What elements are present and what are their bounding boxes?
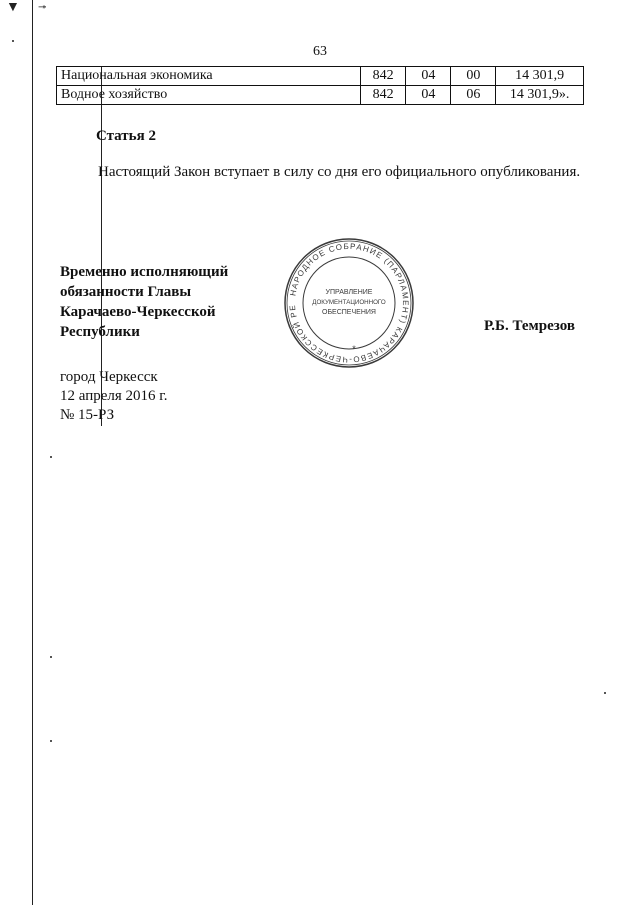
- article-text: Настоящий Закон вступает в силу со дня его официального опубликования.: [98, 164, 581, 180]
- table-row: [57, 86, 584, 105]
- table-cell-subsection: 06: [451, 86, 496, 105]
- signer-title-line: Республики: [60, 324, 140, 340]
- margin-dot: [50, 740, 52, 742]
- signer-title-line: Временно исполняющий: [60, 264, 229, 280]
- table-cell-section: 04: [406, 67, 451, 86]
- stamp-inner-line: УПРАВЛЕНИЕ: [325, 289, 373, 296]
- signer-title-line: Карачаево-Черкесской: [60, 304, 216, 320]
- table-cell-section: 04: [406, 86, 451, 105]
- scan-left-edge-line: [32, 0, 33, 905]
- stamp-inner-line: ОБЕСПЕЧЕНИЯ: [322, 309, 376, 316]
- margin-dot: [50, 656, 52, 658]
- official-stamp: [282, 236, 416, 370]
- table-cell-subsection: 00: [451, 67, 496, 86]
- stamp-outer-text: НАРОДНОЕ СОБРАНИЕ (ПАРЛАМЕНТ) КАРАЧАЕВО-ЧЕРКЕССКОЙ РЕ: [287, 241, 411, 365]
- corner-mark: ▼: [6, 0, 20, 15]
- stamp-star-icon: *: [352, 344, 356, 354]
- table-cell-code: 842: [360, 67, 406, 86]
- table-row: [57, 67, 584, 86]
- margin-dot: [604, 692, 606, 694]
- stamp-seal-icon: [282, 236, 416, 370]
- signer-title: [60, 262, 280, 342]
- table-cell-name: Национальная экономика: [57, 67, 361, 86]
- margin-dot: [12, 40, 14, 42]
- table-cell-name: Водное хозяйство: [57, 86, 361, 105]
- table-cell-amount: 14 301,9».: [496, 86, 584, 105]
- signer-name: Р.Б. Темрезов: [484, 318, 575, 334]
- place-date-block: [60, 368, 168, 425]
- table-cell-code: 842: [360, 86, 406, 105]
- budget-table: [56, 66, 584, 105]
- corner-tick-mark: ↠: [38, 2, 47, 13]
- law-number-text: № 15-РЗ: [60, 407, 115, 423]
- margin-dot: [50, 456, 52, 458]
- signer-title-line: обязанности Главы: [60, 284, 192, 300]
- city-text: город Черкесск: [60, 369, 158, 385]
- table-cell-amount: 14 301,9: [496, 67, 584, 86]
- article-heading: Статья 2: [96, 128, 156, 144]
- page-number: 63: [313, 44, 327, 59]
- date-text: 12 апреля 2016 г.: [60, 388, 168, 404]
- stamp-inner-line: ДОКУМЕНТАЦИОННОГО: [312, 299, 386, 306]
